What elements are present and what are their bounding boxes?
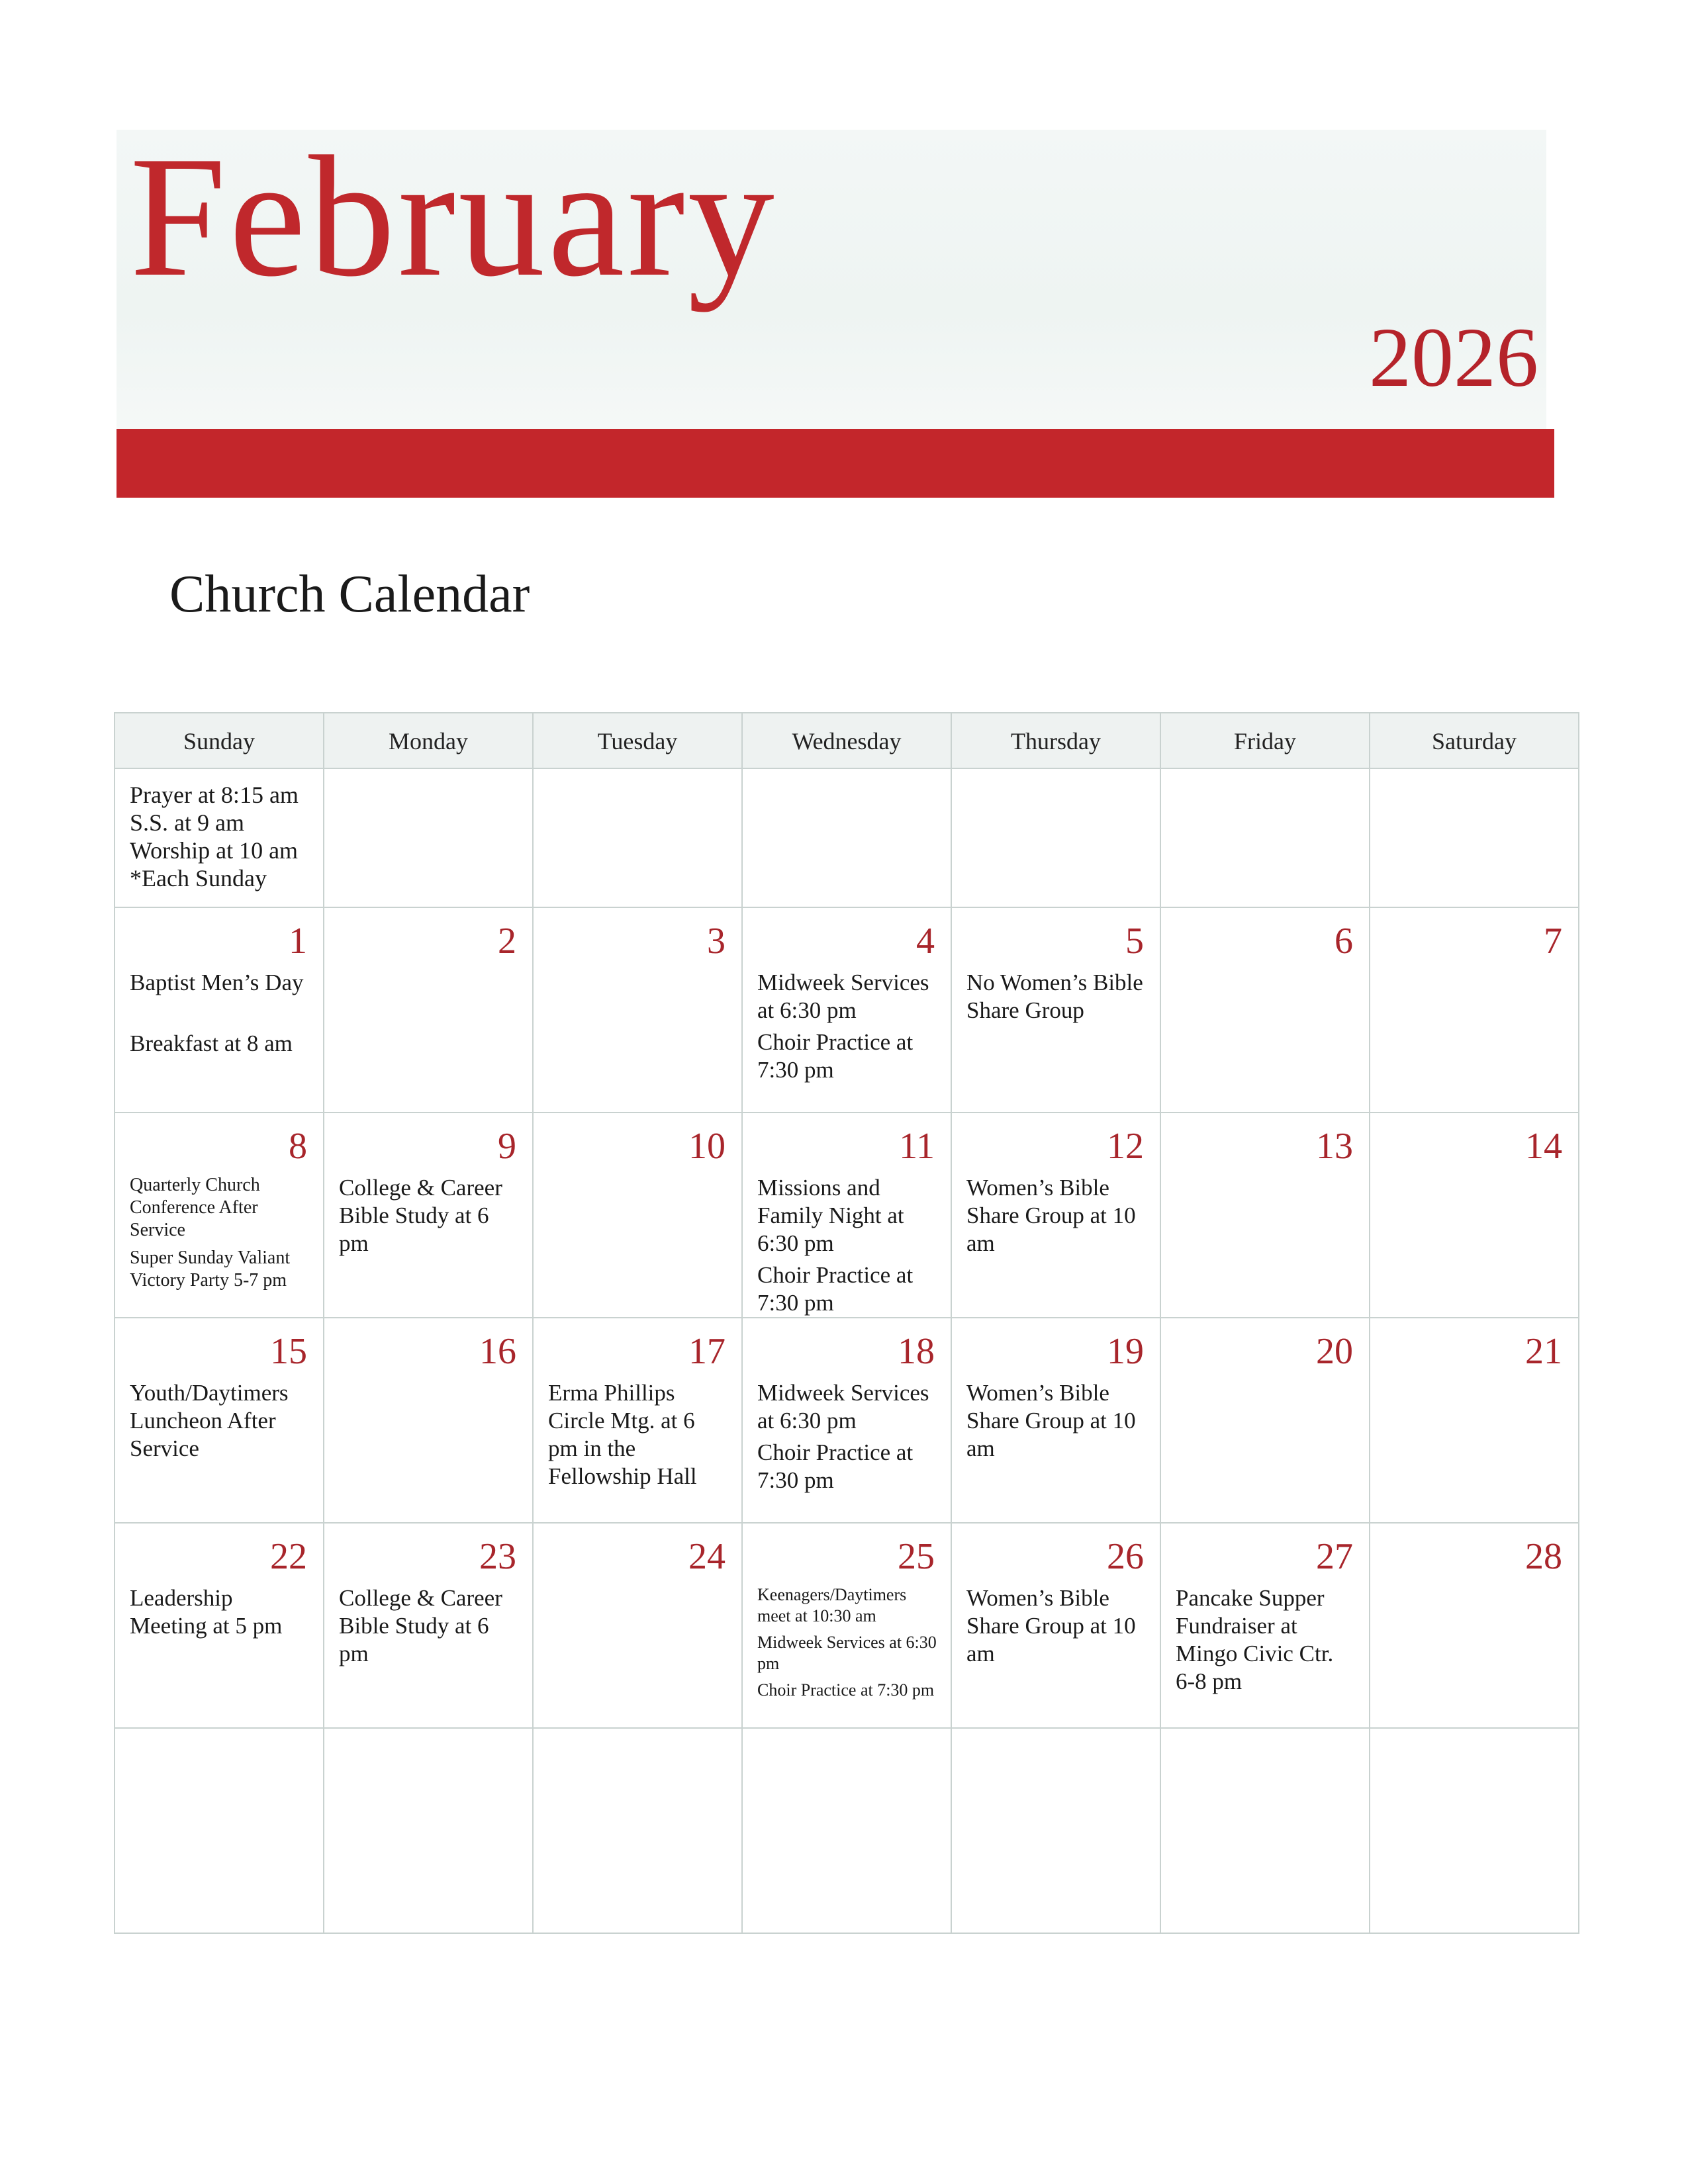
day-cell-22 — [115, 1524, 324, 1729]
day-cell-20 — [1161, 1318, 1370, 1524]
day-cell-14 — [1370, 1113, 1579, 1318]
day-cell-12 — [952, 1113, 1161, 1318]
day-number: 7 — [1544, 921, 1562, 962]
weekly-notice-line: *Each Sunday — [130, 865, 267, 891]
empty-cell — [324, 769, 534, 908]
empty-cell — [534, 1729, 743, 1934]
day-cell-15 — [115, 1318, 324, 1524]
empty-cell — [534, 769, 743, 908]
event-text: Quarterly Church Conference After Service — [130, 1175, 260, 1240]
day-number: 11 — [899, 1126, 935, 1167]
event-text: Erma Phillips Circle Mtg. at 6 pm in the Fellowship Hall — [548, 1380, 697, 1489]
weekday-header-sunday: Sunday — [115, 713, 324, 769]
empty-cell — [952, 769, 1161, 908]
day-number: 2 — [498, 921, 516, 962]
day-cell-11 — [743, 1113, 952, 1318]
weekday-header-wednesday: Wednesday — [743, 713, 952, 769]
day-cell-26 — [952, 1524, 1161, 1729]
day-number: 5 — [1125, 921, 1144, 962]
day-number: 24 — [688, 1536, 726, 1577]
event-text: Women’s Bible Share Group at 10 am — [966, 1380, 1136, 1461]
header-divider-bar — [117, 429, 1554, 498]
weekly-notice-cell — [115, 769, 324, 908]
event-text: Keenagers/Daytimers meet at 10:30 am — [757, 1585, 907, 1625]
day-cell-13 — [1161, 1113, 1370, 1318]
event-text: Youth/Daytimers Luncheon After Service — [130, 1380, 289, 1461]
weekday-header-saturday: Saturday — [1370, 713, 1579, 769]
event-text: Midweek Services at 6:30 pm — [757, 970, 929, 1023]
event-text: No Women’s Bible Share Group — [966, 970, 1143, 1023]
day-cell-16 — [324, 1318, 534, 1524]
year-title: 2026 — [1369, 310, 1538, 404]
event-text: Choir Practice at 7:30 pm — [757, 1680, 935, 1700]
day-number: 18 — [898, 1331, 935, 1372]
empty-cell — [1370, 1729, 1579, 1934]
day-cell-2 — [324, 908, 534, 1113]
month-title: February — [130, 120, 777, 312]
event-text: Leadership Meeting at 5 pm — [130, 1585, 283, 1639]
day-cell-23 — [324, 1524, 534, 1729]
day-cell-10 — [534, 1113, 743, 1318]
day-number: 16 — [479, 1331, 516, 1372]
event-text: College & Career Bible Study at 6 pm — [339, 1175, 502, 1256]
event-text: College & Career Bible Study at 6 pm — [339, 1585, 502, 1666]
event-text: Midweek Services at 6:30 pm — [757, 1633, 937, 1673]
event-text: Missions and Family Night at 6:30 pm — [757, 1175, 904, 1256]
day-number: 23 — [479, 1536, 516, 1577]
day-cell-6 — [1161, 908, 1370, 1113]
empty-cell — [743, 769, 952, 908]
day-number: 25 — [898, 1536, 935, 1577]
weekly-notice-line: Prayer at 8:15 am — [130, 782, 299, 808]
weekday-header-monday: Monday — [324, 713, 534, 769]
day-number: 19 — [1107, 1331, 1144, 1372]
day-number: 13 — [1316, 1126, 1353, 1167]
weekday-header-thursday: Thursday — [952, 713, 1161, 769]
day-number: 26 — [1107, 1536, 1144, 1577]
day-number: 6 — [1335, 921, 1353, 962]
day-number: 28 — [1525, 1536, 1562, 1577]
day-number: 8 — [289, 1126, 307, 1167]
day-number: 27 — [1316, 1536, 1353, 1577]
day-cell-1 — [115, 908, 324, 1113]
event-text: Choir Practice at 7:30 pm — [757, 1439, 914, 1493]
day-number: 20 — [1316, 1331, 1353, 1372]
empty-cell — [743, 1729, 952, 1934]
day-number: 3 — [707, 921, 726, 962]
empty-cell — [115, 1729, 324, 1934]
day-cell-28 — [1370, 1524, 1579, 1729]
day-cell-27 — [1161, 1524, 1370, 1729]
empty-cell — [1370, 769, 1579, 908]
day-cell-7 — [1370, 908, 1579, 1113]
weekly-notice-line: S.S. at 9 am — [130, 809, 245, 836]
day-number: 12 — [1107, 1126, 1144, 1167]
day-cell-8 — [115, 1113, 324, 1318]
day-cell-19 — [952, 1318, 1161, 1524]
event-text: Choir Practice at 7:30 pm — [757, 1262, 914, 1316]
event-text: Midweek Services at 6:30 pm — [757, 1380, 929, 1433]
day-cell-5 — [952, 908, 1161, 1113]
day-number: 22 — [270, 1536, 307, 1577]
day-cell-3 — [534, 908, 743, 1113]
day-cell-9 — [324, 1113, 534, 1318]
day-cell-4 — [743, 908, 952, 1113]
day-number: 17 — [688, 1331, 726, 1372]
day-cell-18 — [743, 1318, 952, 1524]
day-cell-25 — [743, 1524, 952, 1729]
empty-cell — [1161, 1729, 1370, 1934]
calendar-subtitle: Church Calendar — [169, 565, 530, 623]
day-cell-17 — [534, 1318, 743, 1524]
day-number: 15 — [270, 1331, 307, 1372]
day-number: 14 — [1525, 1126, 1562, 1167]
day-number: 10 — [688, 1126, 726, 1167]
event-text: Pancake Supper Fundraiser at Mingo Civic Ctr. 6-8 pm — [1176, 1585, 1334, 1694]
event-text: Women’s Bible Share Group at 10 am — [966, 1175, 1136, 1256]
day-cell-24 — [534, 1524, 743, 1729]
event-text: Women’s Bible Share Group at 10 am — [966, 1585, 1136, 1666]
day-number: 21 — [1525, 1331, 1562, 1372]
calendar-grid — [114, 712, 1579, 1934]
day-number: 1 — [289, 921, 307, 962]
event-text: Choir Practice at 7:30 pm — [757, 1029, 914, 1083]
weekday-header-tuesday: Tuesday — [534, 713, 743, 769]
day-number: 9 — [498, 1126, 516, 1167]
weekday-header-friday: Friday — [1161, 713, 1370, 769]
empty-cell — [324, 1729, 534, 1934]
day-cell-21 — [1370, 1318, 1579, 1524]
empty-cell — [1161, 769, 1370, 908]
day-number: 4 — [916, 921, 935, 962]
event-text: Baptist Men’s Day — [130, 970, 304, 995]
empty-cell — [952, 1729, 1161, 1934]
event-text: Super Sunday Valiant Victory Party 5-7 pm — [130, 1248, 291, 1291]
event-text: Breakfast at 8 am — [130, 1030, 293, 1056]
weekly-notice-line: Worship at 10 am — [130, 837, 299, 864]
